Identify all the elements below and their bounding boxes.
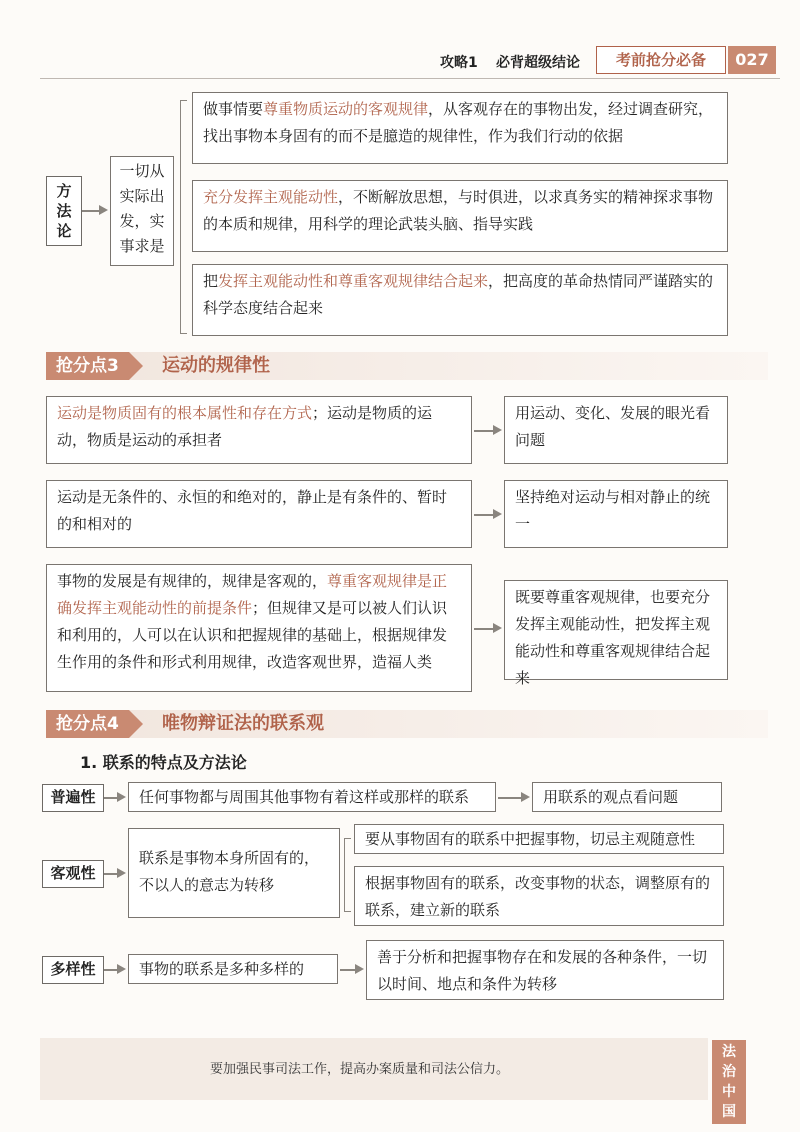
connector [474, 430, 494, 432]
side-tag: 法治中国 [712, 1040, 746, 1124]
motion-row-1-left: 运动是物质固有的根本属性和存在方式；运动是物质的运动，物质是运动的承担者 [46, 396, 472, 464]
connector [104, 969, 118, 971]
methodology-item-1: 做事情要尊重物质运动的客观规律，从客观存在的事物出发，经过调查研究，找出事物本身固有的而不是臆造的规律性，作为我们行动的依据 [192, 92, 728, 164]
diverse-method: 善于分析和把握事物存在和发展的各种条件，一切以时间、地点和条件为转移 [366, 940, 724, 1000]
section4-subheading: 1. 联系的特点及方法论 [80, 753, 247, 772]
arrow-icon [99, 205, 108, 215]
motion-row-2-left: 运动是无条件的、永恒的和绝对的，静止是有条件的、暂时的和相对的 [46, 480, 472, 548]
methodology-item-3: 把发挥主观能动性和尊重客观规律结合起来，把高度的革命热情同严谨踏实的科学态度结合起来 [192, 264, 728, 336]
diverse-label: 多样性 [42, 956, 104, 984]
arrow-icon [493, 425, 502, 435]
arrow-icon [117, 964, 126, 974]
page-number: 027 [735, 50, 769, 69]
header-tag-text: 考前抢分必备 [615, 51, 706, 69]
motion-row-2-right: 坚持绝对运动与相对静止的统一 [504, 480, 728, 548]
header-subtitle: 必背超级结论 [496, 55, 580, 71]
arrow-icon [521, 792, 530, 802]
objective-desc: 联系是事物本身所固有的，不以人的意志为转移 [128, 828, 340, 918]
motion-row-3-right: 既要尊重客观规律，也要充分发挥主观能动性，把发挥主观能动性和尊重客观规律结合起来 [504, 580, 728, 680]
section4-badge: 抢分点4 [46, 710, 129, 738]
footer-slogan: 要加强民事司法工作，提高办案质量和司法公信力。 [210, 1062, 510, 1077]
methodology-label: 方法论 [46, 176, 82, 246]
connector [340, 969, 356, 971]
universal-desc: 任何事物都与周围其他事物有着这样或那样的联系 [128, 782, 496, 812]
connector [104, 797, 118, 799]
objective-label: 客观性 [42, 860, 104, 888]
connector [474, 628, 494, 630]
arrow-icon [355, 964, 364, 974]
arrow-icon [493, 623, 502, 633]
universal-method: 用联系的观点看问题 [532, 782, 722, 812]
diverse-desc: 事物的联系是多种多样的 [128, 954, 338, 984]
arrow-icon [493, 509, 502, 519]
universal-label: 普遍性 [42, 784, 104, 812]
page-number-box [728, 46, 776, 74]
connector [104, 873, 118, 875]
section3-bar [46, 352, 768, 380]
methodology-item-2: 充分发挥主观能动性，不断解放思想，与时俱进，以求真务实的精神探求事物的本质和规律，用科学的理论武装头脑、指导实践 [192, 180, 728, 252]
section3-badge: 抢分点3 [46, 352, 129, 380]
motion-row-3-left: 事物的发展是有规律的，规律是客观的，尊重客观规律是正确发挥主观能动性的前提条件；但规律又是可以被人们认识和利用的，人可以在认识和把握规律的基础上，根据规律发生作用的条件和形式利用规律，改造客观世界，造福人类 [46, 564, 472, 692]
connector [474, 514, 494, 516]
connector [82, 210, 100, 212]
motion-row-1-right: 用运动、变化、发展的眼光看问题 [504, 396, 728, 464]
methodology-principle: 一切从实际出发，实事求是 [110, 156, 174, 266]
objective-method-1: 要从事物固有的联系中把握事物，切忌主观随意性 [354, 824, 724, 854]
arrow-icon [117, 792, 126, 802]
connector [498, 797, 522, 799]
section4-title: 唯物辩证法的联系观 [162, 713, 324, 734]
bracket [344, 838, 351, 912]
header-tag [596, 46, 726, 74]
section4-bar [46, 710, 768, 738]
header-strategy: 攻略1 [440, 55, 478, 71]
arrow-icon [117, 868, 126, 878]
bracket [180, 100, 187, 334]
objective-method-2: 根据事物固有的联系，改变事物的状态，调整原有的联系，建立新的联系 [354, 866, 724, 926]
section3-title: 运动的规律性 [162, 355, 270, 376]
